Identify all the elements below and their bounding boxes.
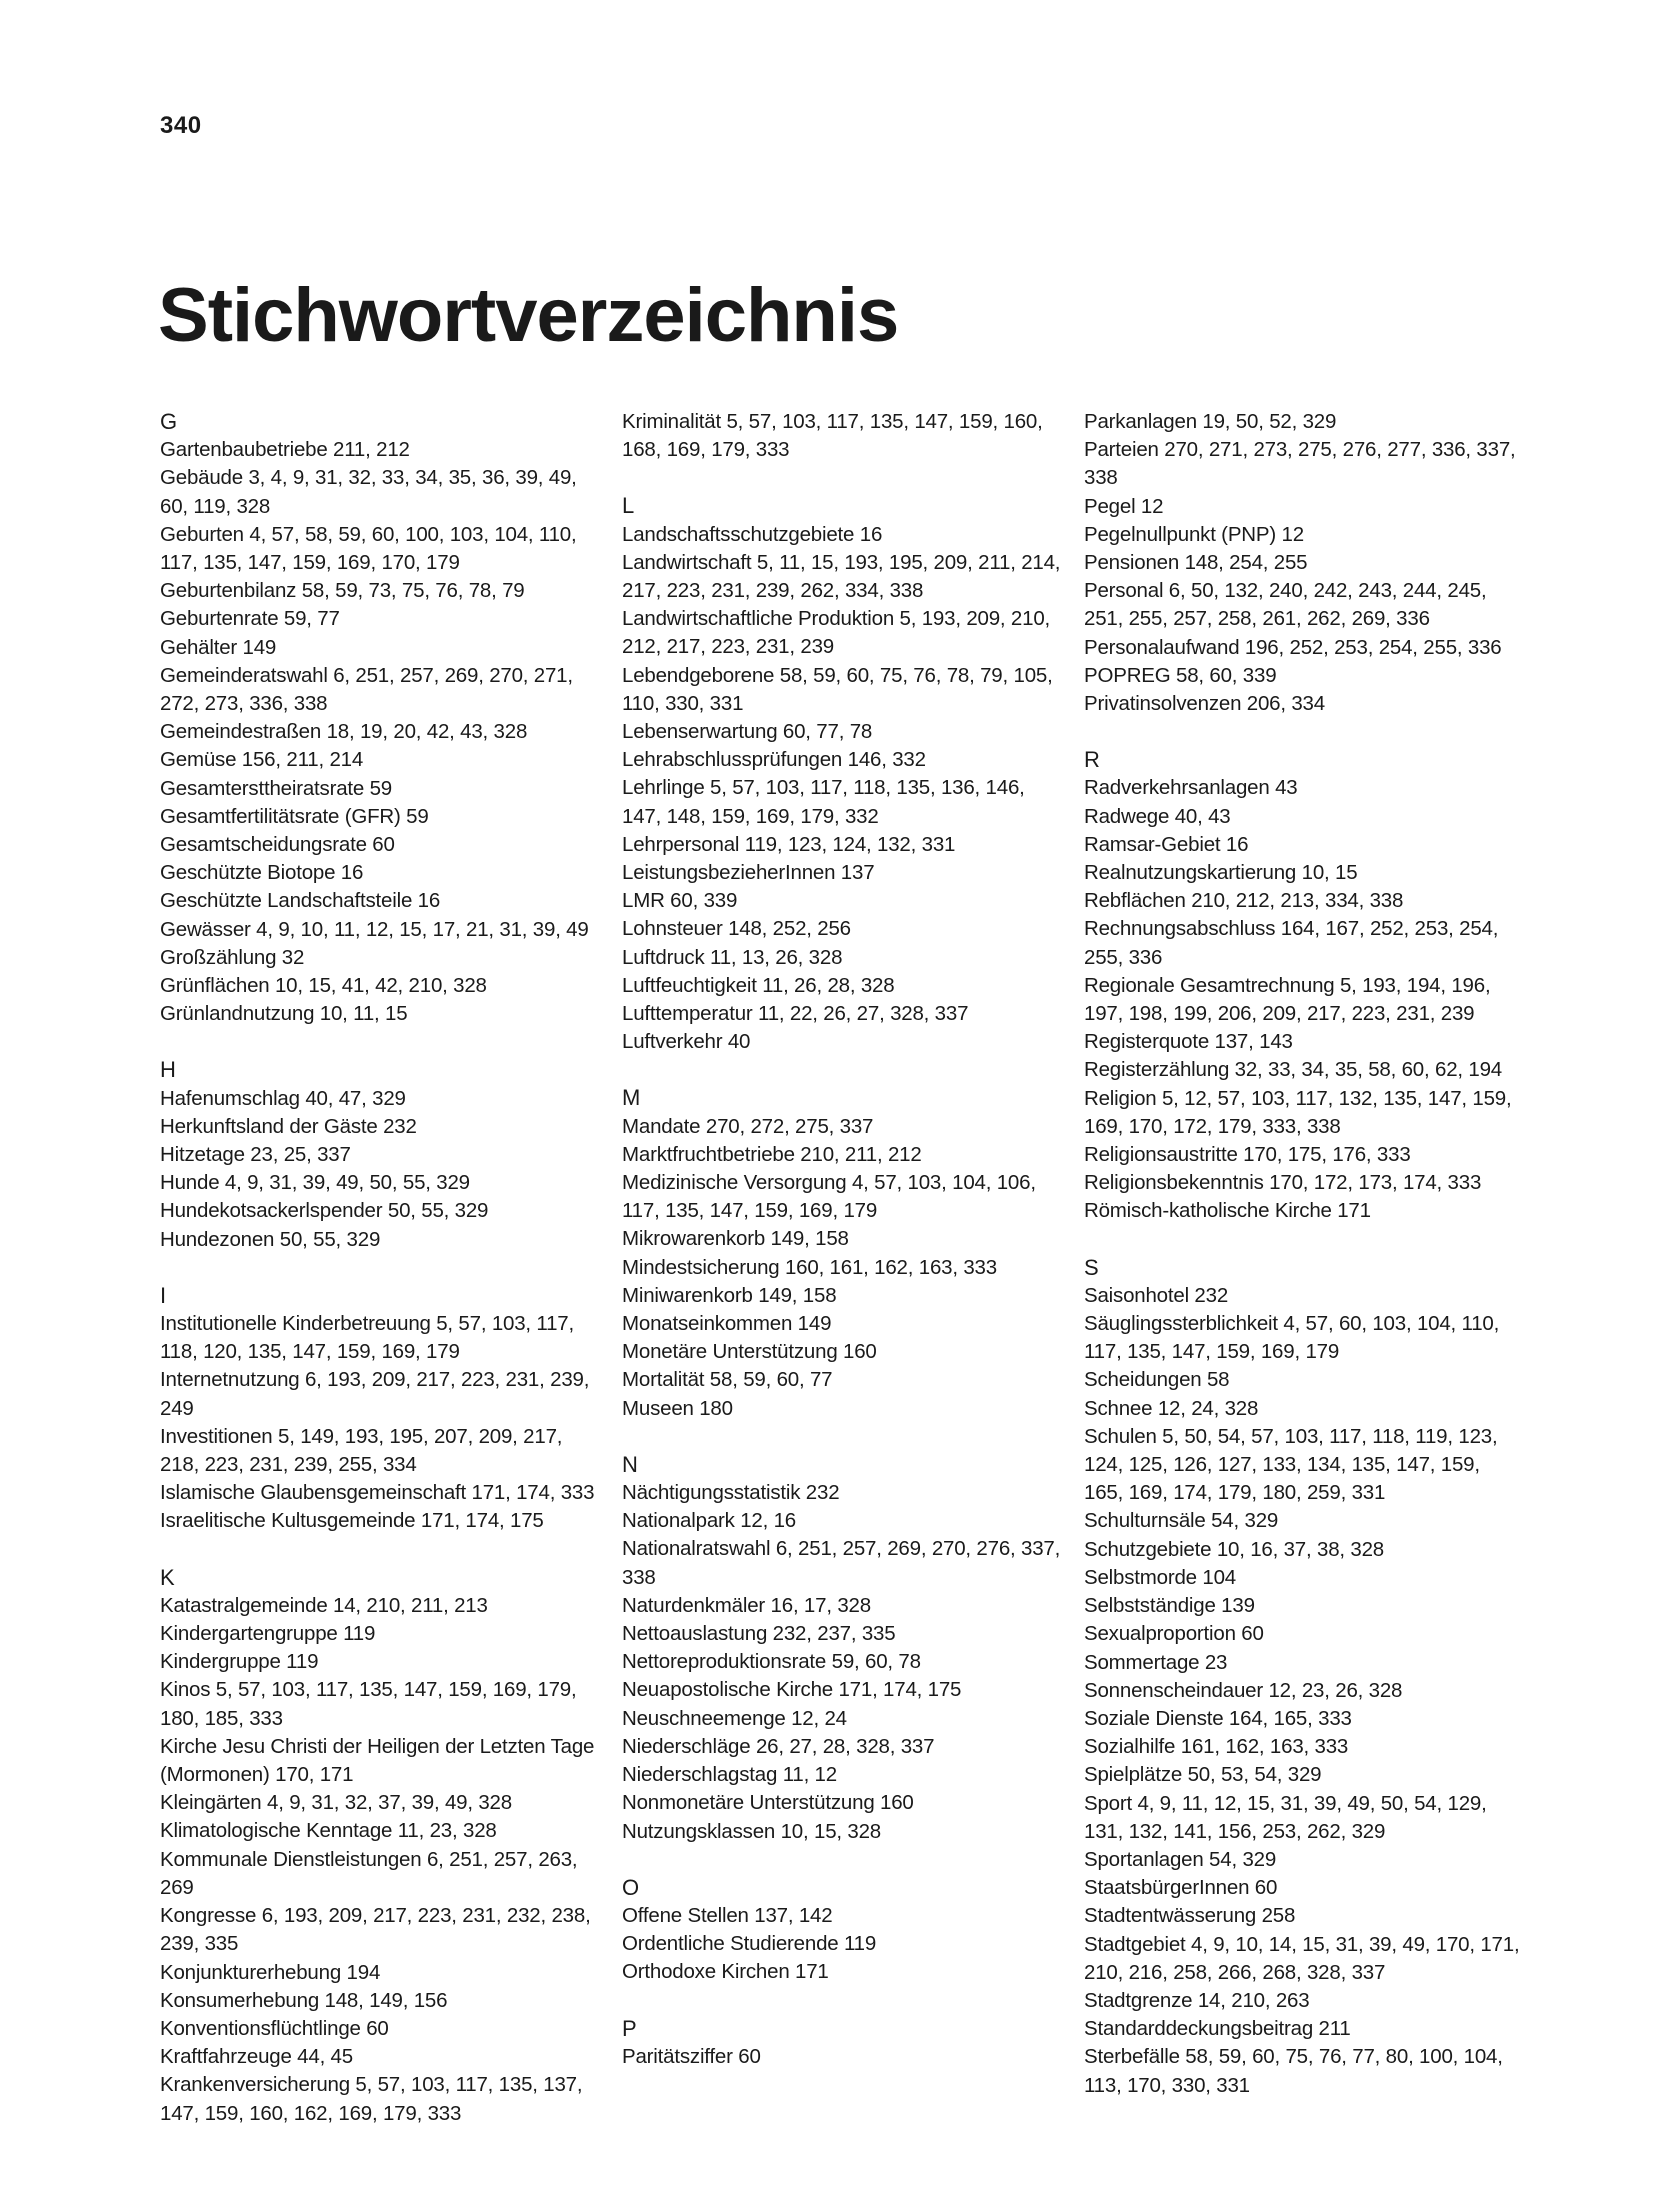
index-entry: Luftverkehr 40 (622, 1030, 751, 1054)
index-entry: Sterbefälle 58, 59, 60, 75, 76, 77, 80, 100, 104, 113, 170, 330, 331 (1084, 2045, 1503, 2097)
index-entry: Religionsbekenntnis 170, 172, 173, 174, 333 (1084, 1171, 1482, 1195)
index-entry: Herkunftsland der Gäste 232 (160, 1114, 417, 1138)
index-section (622, 492, 1062, 1056)
index-entry: Mindestsicherung 160, 161, 162, 163, 333 (622, 1255, 997, 1279)
section-letter: N (622, 1451, 638, 1477)
section-letter: H (160, 1057, 176, 1083)
index-entry: Gehälter 149 (160, 635, 277, 659)
index-entry: Gartenbaubetriebe 211, 212 (160, 438, 410, 462)
index-entry: Nonmonetäre Unterstützung 160 (622, 1791, 914, 1815)
index-entry: Registerzählung 32, 33, 34, 35, 58, 60, 62, 194 (1084, 1058, 1502, 1082)
index-entry: Niederschlagstag 11, 12 (622, 1763, 837, 1787)
index-entry: POPREG 58, 60, 339 (1084, 663, 1277, 687)
index-entry: Nettoauslastung 232, 237, 335 (622, 1622, 896, 1646)
index-entry: Kleingärten 4, 9, 31, 32, 37, 39, 49, 328 (160, 1791, 512, 1815)
index-entry: Naturdenkmäler 16, 17, 328 (622, 1593, 871, 1617)
section-letter: S (1084, 1254, 1099, 1280)
index-entry: Sport 4, 9, 11, 12, 15, 31, 39, 49, 50, 54, 129, 131, 132, 141, 156, 253, 262, 329 (1084, 1791, 1487, 1843)
section-letter: P (622, 2015, 637, 2041)
index-entry: Kirche Jesu Christi der Heiligen der Letzten Tage (Mormonen) 170, 171 (160, 1734, 595, 1787)
index-entry: Marktfruchtbetriebe 210, 211, 212 (622, 1142, 922, 1166)
index-entry: Pensionen 148, 254, 255 (1084, 551, 1308, 575)
index-entry: Personalaufwand 196, 252, 253, 254, 255, 336 (1084, 635, 1502, 659)
index-entry: Monetäre Unterstützung 160 (622, 1340, 877, 1364)
index-entry: Scheidungen 58 (1084, 1368, 1230, 1392)
index-section (1084, 1254, 1524, 2100)
index-entry: Sonnenscheindauer 12, 23, 26, 328 (1084, 1678, 1403, 1702)
index-entry: Hundezonen 50, 55, 329 (160, 1227, 381, 1251)
index-entry: Hafenumschlag 40, 47, 329 (160, 1086, 406, 1110)
section-letter: L (622, 493, 635, 519)
section-letter: O (622, 1874, 639, 1900)
index-entry: Museen 180 (622, 1396, 733, 1420)
index-entry: Institutionelle Kinderbetreuung 5, 57, 103, 117, 118, 120, 135, 147, 159, 169, 179 (160, 1312, 574, 1364)
index-entry: Privatinsolvenzen 206, 334 (1084, 692, 1325, 716)
index-column-3 (1084, 408, 1524, 2100)
index-entry: Mandate 270, 272, 275, 337 (622, 1114, 874, 1138)
index-entry: Pegel 12 (1084, 494, 1164, 518)
index-entry: Lehrlinge 5, 57, 103, 117, 118, 135, 136, 146, 147, 148, 159, 169, 179, 332 (622, 776, 1025, 828)
index-entry: Geburten 4, 57, 58, 59, 60, 100, 103, 104, 110, 117, 135, 147, 159, 169, 170, 179 (160, 522, 577, 574)
index-entry: Katastralgemeinde 14, 210, 211, 213 (160, 1593, 488, 1617)
index-entry: Islamische Glaubensgemeinschaft 171, 174, 333 (160, 1481, 595, 1505)
index-entry: Kinos 5, 57, 103, 117, 135, 147, 159, 169, 179, 180, 185, 333 (160, 1678, 577, 1730)
index-entry: Mikrowarenkorb 149, 158 (622, 1227, 849, 1251)
index-entry: Gemeinderatswahl 6, 251, 257, 269, 270, 271, 272, 273, 336, 338 (160, 663, 573, 716)
index-entry: Neuapostolische Kirche 171, 174, 175 (622, 1678, 962, 1702)
index-entry: Gebäude 3, 4, 9, 31, 32, 33, 34, 35, 36, 39, 49, 60, 119, 328 (160, 466, 577, 518)
index-entry: Landschaftsschutzgebiete 16 (622, 522, 883, 546)
section-letter: M (622, 1085, 641, 1111)
index-entry: Parkanlagen 19, 50, 52, 329 (1084, 410, 1337, 433)
index-entry: Großzählung 32 (160, 945, 305, 969)
index-entry: Gewässer 4, 9, 10, 11, 12, 15, 17, 21, 31, 39, 49 (160, 917, 589, 941)
index-entry: Gesamtscheidungsrate 60 (160, 833, 395, 857)
index-entry: Hunde 4, 9, 31, 39, 49, 50, 55, 329 (160, 1171, 470, 1195)
index-column-2 (622, 408, 1062, 2071)
index-entry: Sexualproportion 60 (1084, 1622, 1264, 1646)
index-entry: Nationalratswahl 6, 251, 257, 269, 270, 276, 337, 338 (622, 1537, 1061, 1589)
index-entry: Internetnutzung 6, 193, 209, 217, 223, 231, 239, 249 (160, 1368, 590, 1420)
index-entry: Investitionen 5, 149, 193, 195, 207, 209, 217, 218, 223, 231, 239, 255, 334 (160, 1424, 563, 1477)
index-entry: Schulturnsäle 54, 329 (1084, 1509, 1279, 1533)
index-entry: Lehrpersonal 119, 123, 124, 132, 331 (622, 832, 956, 856)
index-entry: Lebendgeborene 58, 59, 60, 75, 76, 78, 79, 105, 110, 330, 331 (622, 663, 1053, 715)
index-section (622, 1451, 1062, 1846)
index-entry: Säuglingssterblichkeit 4, 57, 60, 103, 104, 110, 117, 135, 147, 159, 169, 179 (1084, 1312, 1500, 1364)
index-entry: Parteien 270, 271, 273, 275, 276, 277, 336, 337, 338 (1084, 438, 1516, 490)
index-entry: Geschützte Landschaftsteile 16 (160, 889, 441, 913)
index-entry: Kriminalität 5, 57, 103, 117, 135, 147, 159, 160, 168, 169, 179, 333 (622, 410, 1043, 462)
index-entry: Standarddeckungsbeitrag 211 (1084, 2017, 1351, 2041)
index-entry: Soziale Dienste 164, 165, 333 (1084, 1706, 1352, 1730)
section-letter: K (160, 1564, 175, 1590)
index-section (160, 408, 600, 1028)
index-entry: Religionsaustritte 170, 175, 176, 333 (1084, 1143, 1411, 1167)
index-entry: Nationalpark 12, 16 (622, 1509, 796, 1533)
index-section (1084, 746, 1524, 1225)
page-title: Stichwortverzeichnis (158, 273, 899, 358)
index-entry: Lebenserwartung 60, 77, 78 (622, 720, 873, 744)
index-entry: Luftdruck 11, 13, 26, 328 (622, 945, 843, 969)
index-section (1084, 408, 1524, 718)
index-entry: Selbstmorde 104 (1084, 1565, 1236, 1589)
index-entry: Konventionsflüchtlinge 60 (160, 2016, 389, 2040)
index-entry: Ordentliche Studierende 119 (622, 1932, 877, 1956)
index-entry: StaatsbürgerInnen 60 (1084, 1876, 1278, 1900)
index-entry: Luftfeuchtigkeit 11, 26, 28, 328 (622, 973, 895, 997)
index-entry: Orthodoxe Kirchen 171 (622, 1960, 829, 1984)
index-entry: Saisonhotel 232 (1084, 1283, 1229, 1307)
index-entry: Radverkehrsanlagen 43 (1084, 776, 1298, 800)
section-letter: I (160, 1282, 166, 1308)
index-entry: Sozialhilfe 161, 162, 163, 333 (1084, 1735, 1349, 1759)
index-entry: Rebflächen 210, 212, 213, 334, 338 (1084, 889, 1404, 913)
index-entry: Stadtgebiet 4, 9, 10, 14, 15, 31, 39, 49, 170, 171, 210, 216, 258, 266, 268, 328, 337 (1084, 1932, 1520, 1984)
index-entry: Lufttemperatur 11, 22, 26, 27, 328, 337 (622, 1002, 969, 1026)
index-section (622, 1874, 1062, 1987)
index-entry: Geburtenrate 59, 77 (160, 607, 340, 631)
index-entry: Ramsar-Gebiet 16 (1084, 832, 1249, 856)
index-entry: Landwirtschaftliche Produktion 5, 193, 209, 210, 212, 217, 223, 231, 239 (622, 607, 1051, 659)
index-entry: Krankenversicherung 5, 57, 103, 117, 135, 137, 147, 159, 160, 162, 169, 179, 333 (160, 2073, 583, 2125)
index-section (160, 1282, 600, 1536)
index-entry: Kongresse 6, 193, 209, 217, 223, 231, 232, 238, 239, 335 (160, 1904, 591, 1956)
index-entry: Gesamtersttheiratsrate 59 (160, 776, 392, 800)
index-entry: Kraftfahrzeuge 44, 45 (160, 2045, 353, 2069)
index-entry: Sommertage 23 (1084, 1650, 1228, 1674)
index-entry: Konjunkturerhebung 194 (160, 1960, 381, 1984)
section-letter: G (160, 409, 177, 434)
index-entry: Stadtentwässerung 258 (1084, 1904, 1296, 1928)
index-entry: Medizinische Versorgung 4, 57, 103, 104, 106, 117, 135, 147, 159, 169, 179 (622, 1171, 1036, 1223)
section-letter: R (1084, 747, 1100, 773)
index-entry: Konsumerhebung 148, 149, 156 (160, 1988, 448, 2012)
index-entry: Offene Stellen 137, 142 (622, 1903, 833, 1927)
index-entry: Hitzetage 23, 25, 337 (160, 1143, 351, 1167)
index-section (622, 1084, 1062, 1422)
index-entry: Gemüse 156, 211, 214 (160, 748, 364, 772)
index-entry: Spielplätze 50, 53, 54, 329 (1084, 1763, 1322, 1787)
index-entry: Landwirtschaft 5, 11, 15, 193, 195, 209, 211, 214, 217, 223, 231, 239, 262, 334, 338 (622, 550, 1061, 602)
index-entry: Schnee 12, 24, 328 (1084, 1396, 1259, 1420)
index-entry: Religion 5, 12, 57, 103, 117, 132, 135, 147, 159, 169, 170, 172, 179, 333, 338 (1084, 1086, 1512, 1138)
index-entry: Pegelnullpunkt (PNP) 12 (1084, 522, 1304, 546)
index-entry: Realnutzungskartierung 10, 15 (1084, 861, 1358, 885)
index-entry: LeistungsbezieherInnen 137 (622, 861, 875, 885)
index-entry: Monatseinkommen 149 (622, 1312, 832, 1336)
index-entry: Hundekotsackerlspender 50, 55, 329 (160, 1199, 489, 1223)
index-entry: Kindergruppe 119 (160, 1650, 319, 1674)
index-section (622, 408, 1062, 464)
index-entry: Geschützte Biotope 16 (160, 861, 364, 885)
index-entry: Neuschneemenge 12, 24 (622, 1706, 847, 1730)
index-entry: Kommunale Dienstleistungen 6, 251, 257, 263, 269 (160, 1847, 578, 1899)
index-entry: Schulen 5, 50, 54, 57, 103, 117, 118, 119, 123, 124, 125, 126, 127, 133, 134, 135, 147, 159, 165, 169, 174, 179, 180, 259, 331 (1084, 1424, 1498, 1505)
index-entry: Paritätsziffer 60 (622, 2044, 761, 2068)
index-entry: Klimatologische Kenntage 11, 23, 328 (160, 1819, 497, 1843)
index-entry: Radwege 40, 43 (1084, 804, 1231, 828)
index-entry: Niederschläge 26, 27, 28, 328, 337 (622, 1734, 935, 1758)
index-entry: Rechnungsabschluss 164, 167, 252, 253, 254, 255, 336 (1084, 917, 1499, 969)
index-entry: Geburtenbilanz 58, 59, 73, 75, 76, 78, 79 (160, 579, 525, 603)
index-section (160, 1056, 600, 1253)
index-entry: Regionale Gesamtrechnung 5, 193, 194, 196, 197, 198, 199, 206, 209, 217, 223, 231, 239 (1084, 973, 1491, 1026)
index-entry: Sportanlagen 54, 329 (1084, 1847, 1277, 1871)
index-entry: Kindergartengruppe 119 (160, 1622, 376, 1646)
index-entry: Grünlandnutzung 10, 11, 15 (160, 1002, 408, 1026)
index-entry: Israelitische Kultusgemeinde 171, 174, 175 (160, 1509, 544, 1533)
index-entry: Nutzungsklassen 10, 15, 328 (622, 1819, 881, 1843)
index-section (160, 1564, 600, 2128)
index-entry: LMR 60, 339 (622, 889, 738, 913)
index-entry: Stadtgrenze 14, 210, 263 (1084, 1988, 1310, 2012)
index-entry: Nächtigungsstatistik 232 (622, 1481, 840, 1505)
index-entry: Römisch-katholische Kirche 171 (1084, 1199, 1371, 1223)
index-entry: Mortalität 58, 59, 60, 77 (622, 1368, 833, 1392)
index-entry: Miniwarenkorb 149, 158 (622, 1283, 837, 1307)
index-entry: Gesamtfertilitätsrate (GFR) 59 (160, 804, 429, 828)
index-entry: Personal 6, 50, 132, 240, 242, 243, 244, 245, 251, 255, 257, 258, 261, 262, 269, 336 (1084, 579, 1487, 631)
page-number: 340 (160, 112, 202, 139)
index-entry: Gemeindestraßen 18, 19, 20, 42, 43, 328 (160, 720, 528, 744)
index-section (622, 2015, 1062, 2071)
index-entry: Selbstständige 139 (1084, 1594, 1255, 1618)
index-column-1 (160, 408, 600, 2128)
index-entry: Lehrabschlussprüfungen 146, 332 (622, 748, 926, 772)
index-entry: Registerquote 137, 143 (1084, 1030, 1293, 1054)
index-entry: Nettoreproduktionsrate 59, 60, 78 (622, 1650, 921, 1674)
index-entry: Grünflächen 10, 15, 41, 42, 210, 328 (160, 974, 487, 998)
index-entry: Lohnsteuer 148, 252, 256 (622, 917, 851, 941)
index-entry: Schutzgebiete 10, 16, 37, 38, 328 (1084, 1537, 1384, 1561)
